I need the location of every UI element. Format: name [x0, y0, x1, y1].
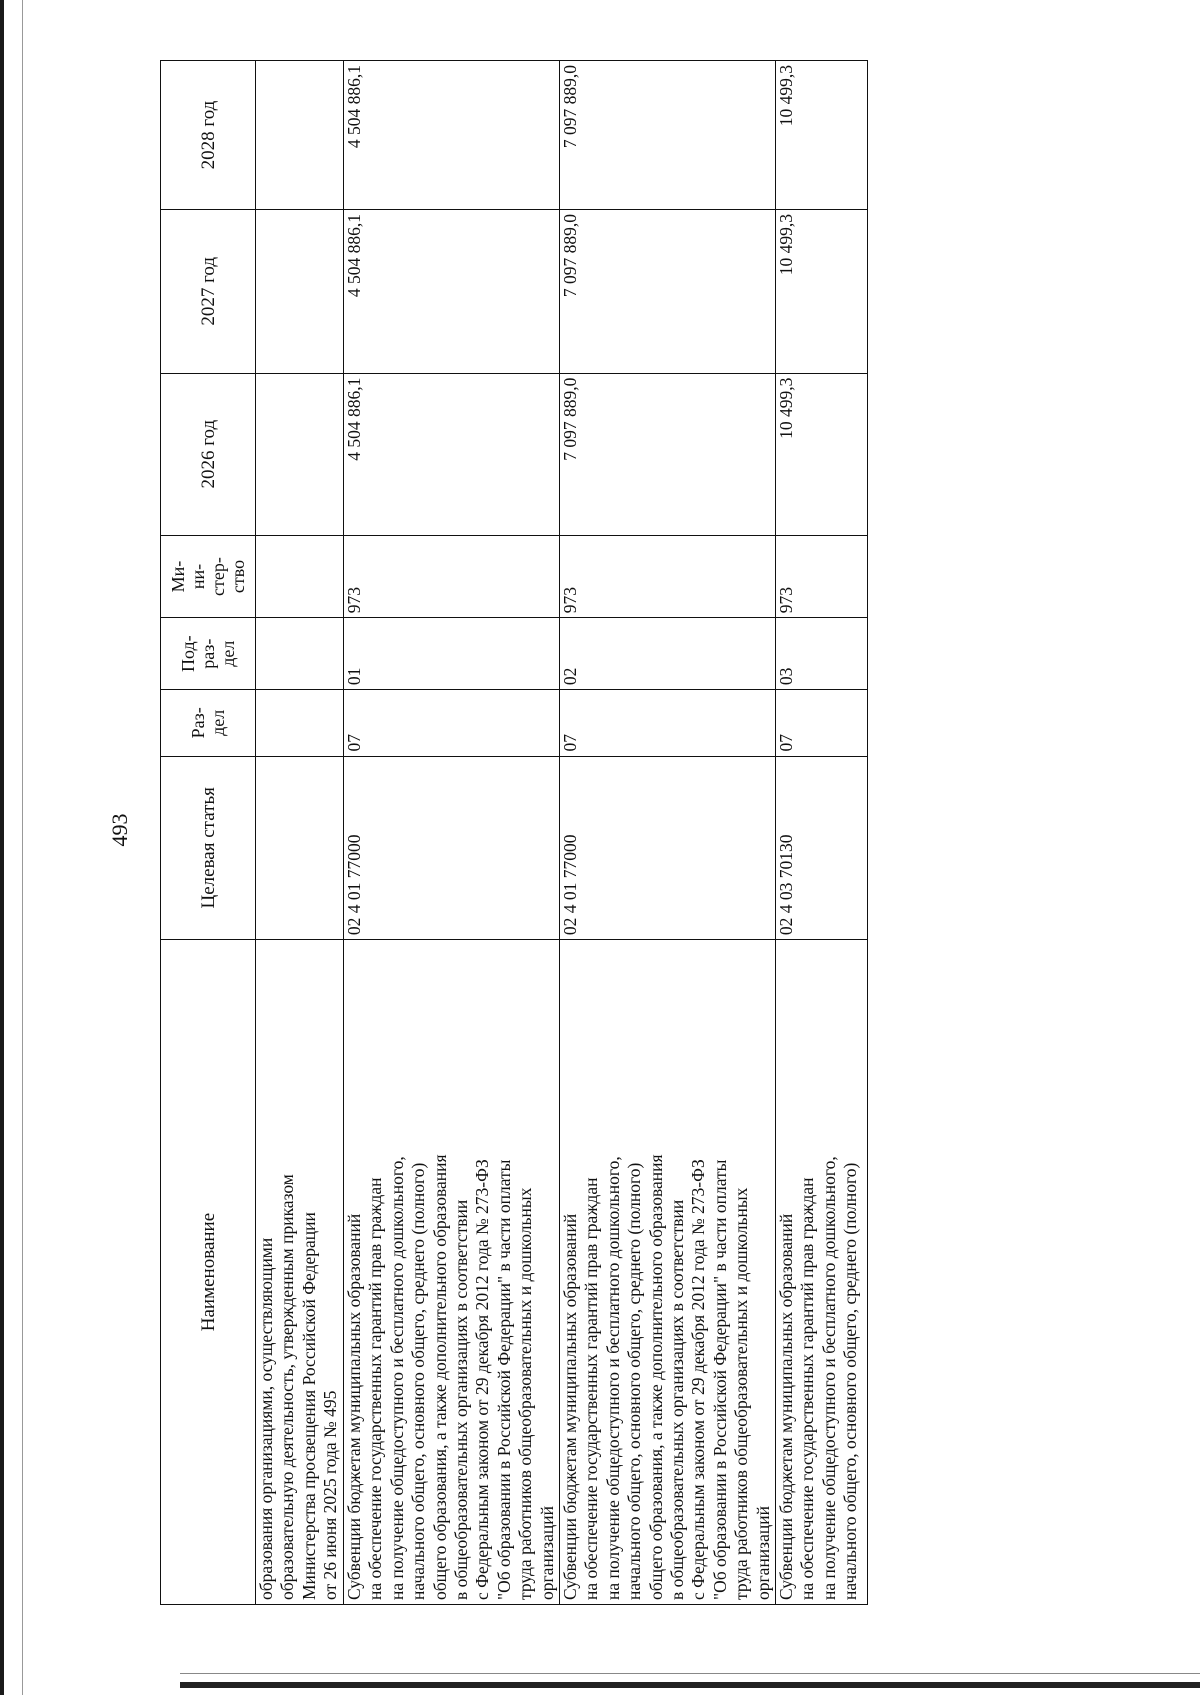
row-2027	[256, 210, 344, 374]
table-row	[560, 61, 776, 1605]
row-ministry: 973	[560, 535, 776, 617]
budget-table	[160, 60, 868, 1605]
table-row	[256, 61, 344, 1605]
header-2026: 2026 год	[161, 373, 256, 535]
row-2027: 10 499,3	[776, 210, 868, 374]
row-ministry: 973	[344, 535, 560, 617]
header-2028: 2028 год	[161, 61, 256, 210]
table-row	[776, 61, 868, 1605]
row-2026: 7 097 889,0	[560, 373, 776, 535]
header-razdel: Раз- дел	[161, 690, 256, 756]
row-target	[256, 756, 344, 940]
scan-edge-line-bottom	[180, 1673, 1200, 1674]
row-name: образования организациями, осуществляющими образовательную деятельность, утвержденным приказом Министерства просвещения Российской Федерации от 26 июня 2025 года № 495	[256, 940, 344, 1605]
row-2028: 10 499,3	[776, 61, 868, 210]
row-razdel: 07	[344, 690, 560, 756]
table-row	[344, 61, 560, 1605]
row-ministry: 973	[776, 535, 868, 617]
row-target: 02 4 01 77000	[344, 756, 560, 940]
row-name: Субвенции бюджетам муниципальных образований на обеспечение государственных гарантий прав граждан на получение общедоступного и бесплатного дошкольного, начального общего, основного общего, среднего (полного) общего образования, а также дополнительного образования в общеобразовательных организациях в соответствии с Федеральным законом от 29 декабря 2012 года № 273-ФЗ "Об образовании в Российской Федерации" в части оплаты труда работников общеобразовательных и дошкольных организаций	[344, 940, 560, 1605]
header-podrazdel: Под- раз- дел	[161, 618, 256, 690]
row-2026: 10 499,3	[776, 373, 868, 535]
row-podrazdel: 01	[344, 618, 560, 690]
row-razdel	[256, 690, 344, 756]
row-target: 02 4 01 77000	[560, 756, 776, 940]
row-razdel: 07	[560, 690, 776, 756]
row-2027: 4 504 886,1	[344, 210, 560, 374]
row-name: Субвенции бюджетам муниципальных образований на обеспечение государственных гарантий прав граждан на получение общедоступного и бесплатного дошкольного, начального общего, основного общего, среднего (полного)	[776, 940, 868, 1605]
scan-edge-left	[0, 0, 4, 1695]
row-target: 02 4 03 70130	[776, 756, 868, 940]
row-2028: 4 504 886,1	[344, 61, 560, 210]
row-2028: 7 097 889,0	[560, 61, 776, 210]
header-ministry: Ми- ни- стер- ство	[161, 535, 256, 617]
row-podrazdel: 02	[560, 618, 776, 690]
budget-table-rotated	[160, 60, 1100, 1605]
header-row	[161, 61, 256, 1605]
scan-edge-line	[22, 0, 23, 1695]
row-podrazdel	[256, 618, 344, 690]
page-number: 493	[107, 813, 132, 847]
row-2027: 7 097 889,0	[560, 210, 776, 374]
row-name: Субвенции бюджетам муниципальных образований на обеспечение государственных гарантий прав граждан на получение общедоступного и бесплатного дошкольного, начального общего, основного общего, среднего (полного) общего образования, а также дополнительного образования в общеобразовательных организациях в соответствии с Федеральным законом от 29 декабря 2012 года № 273-ФЗ "Об образовании в Российской Федерации" в части оплаты труда работников общеобразовательных и дошкольных организаций	[560, 940, 776, 1605]
header-2027: 2027 год	[161, 210, 256, 374]
row-2026	[256, 373, 344, 535]
row-2028	[256, 61, 344, 210]
scan-edge-bottom	[180, 1682, 1200, 1688]
header-name: Наименование	[161, 940, 256, 1605]
row-razdel: 07	[776, 690, 868, 756]
row-2026: 4 504 886,1	[344, 373, 560, 535]
row-ministry	[256, 535, 344, 617]
header-target: Целевая статья	[161, 756, 256, 940]
row-podrazdel: 03	[776, 618, 868, 690]
